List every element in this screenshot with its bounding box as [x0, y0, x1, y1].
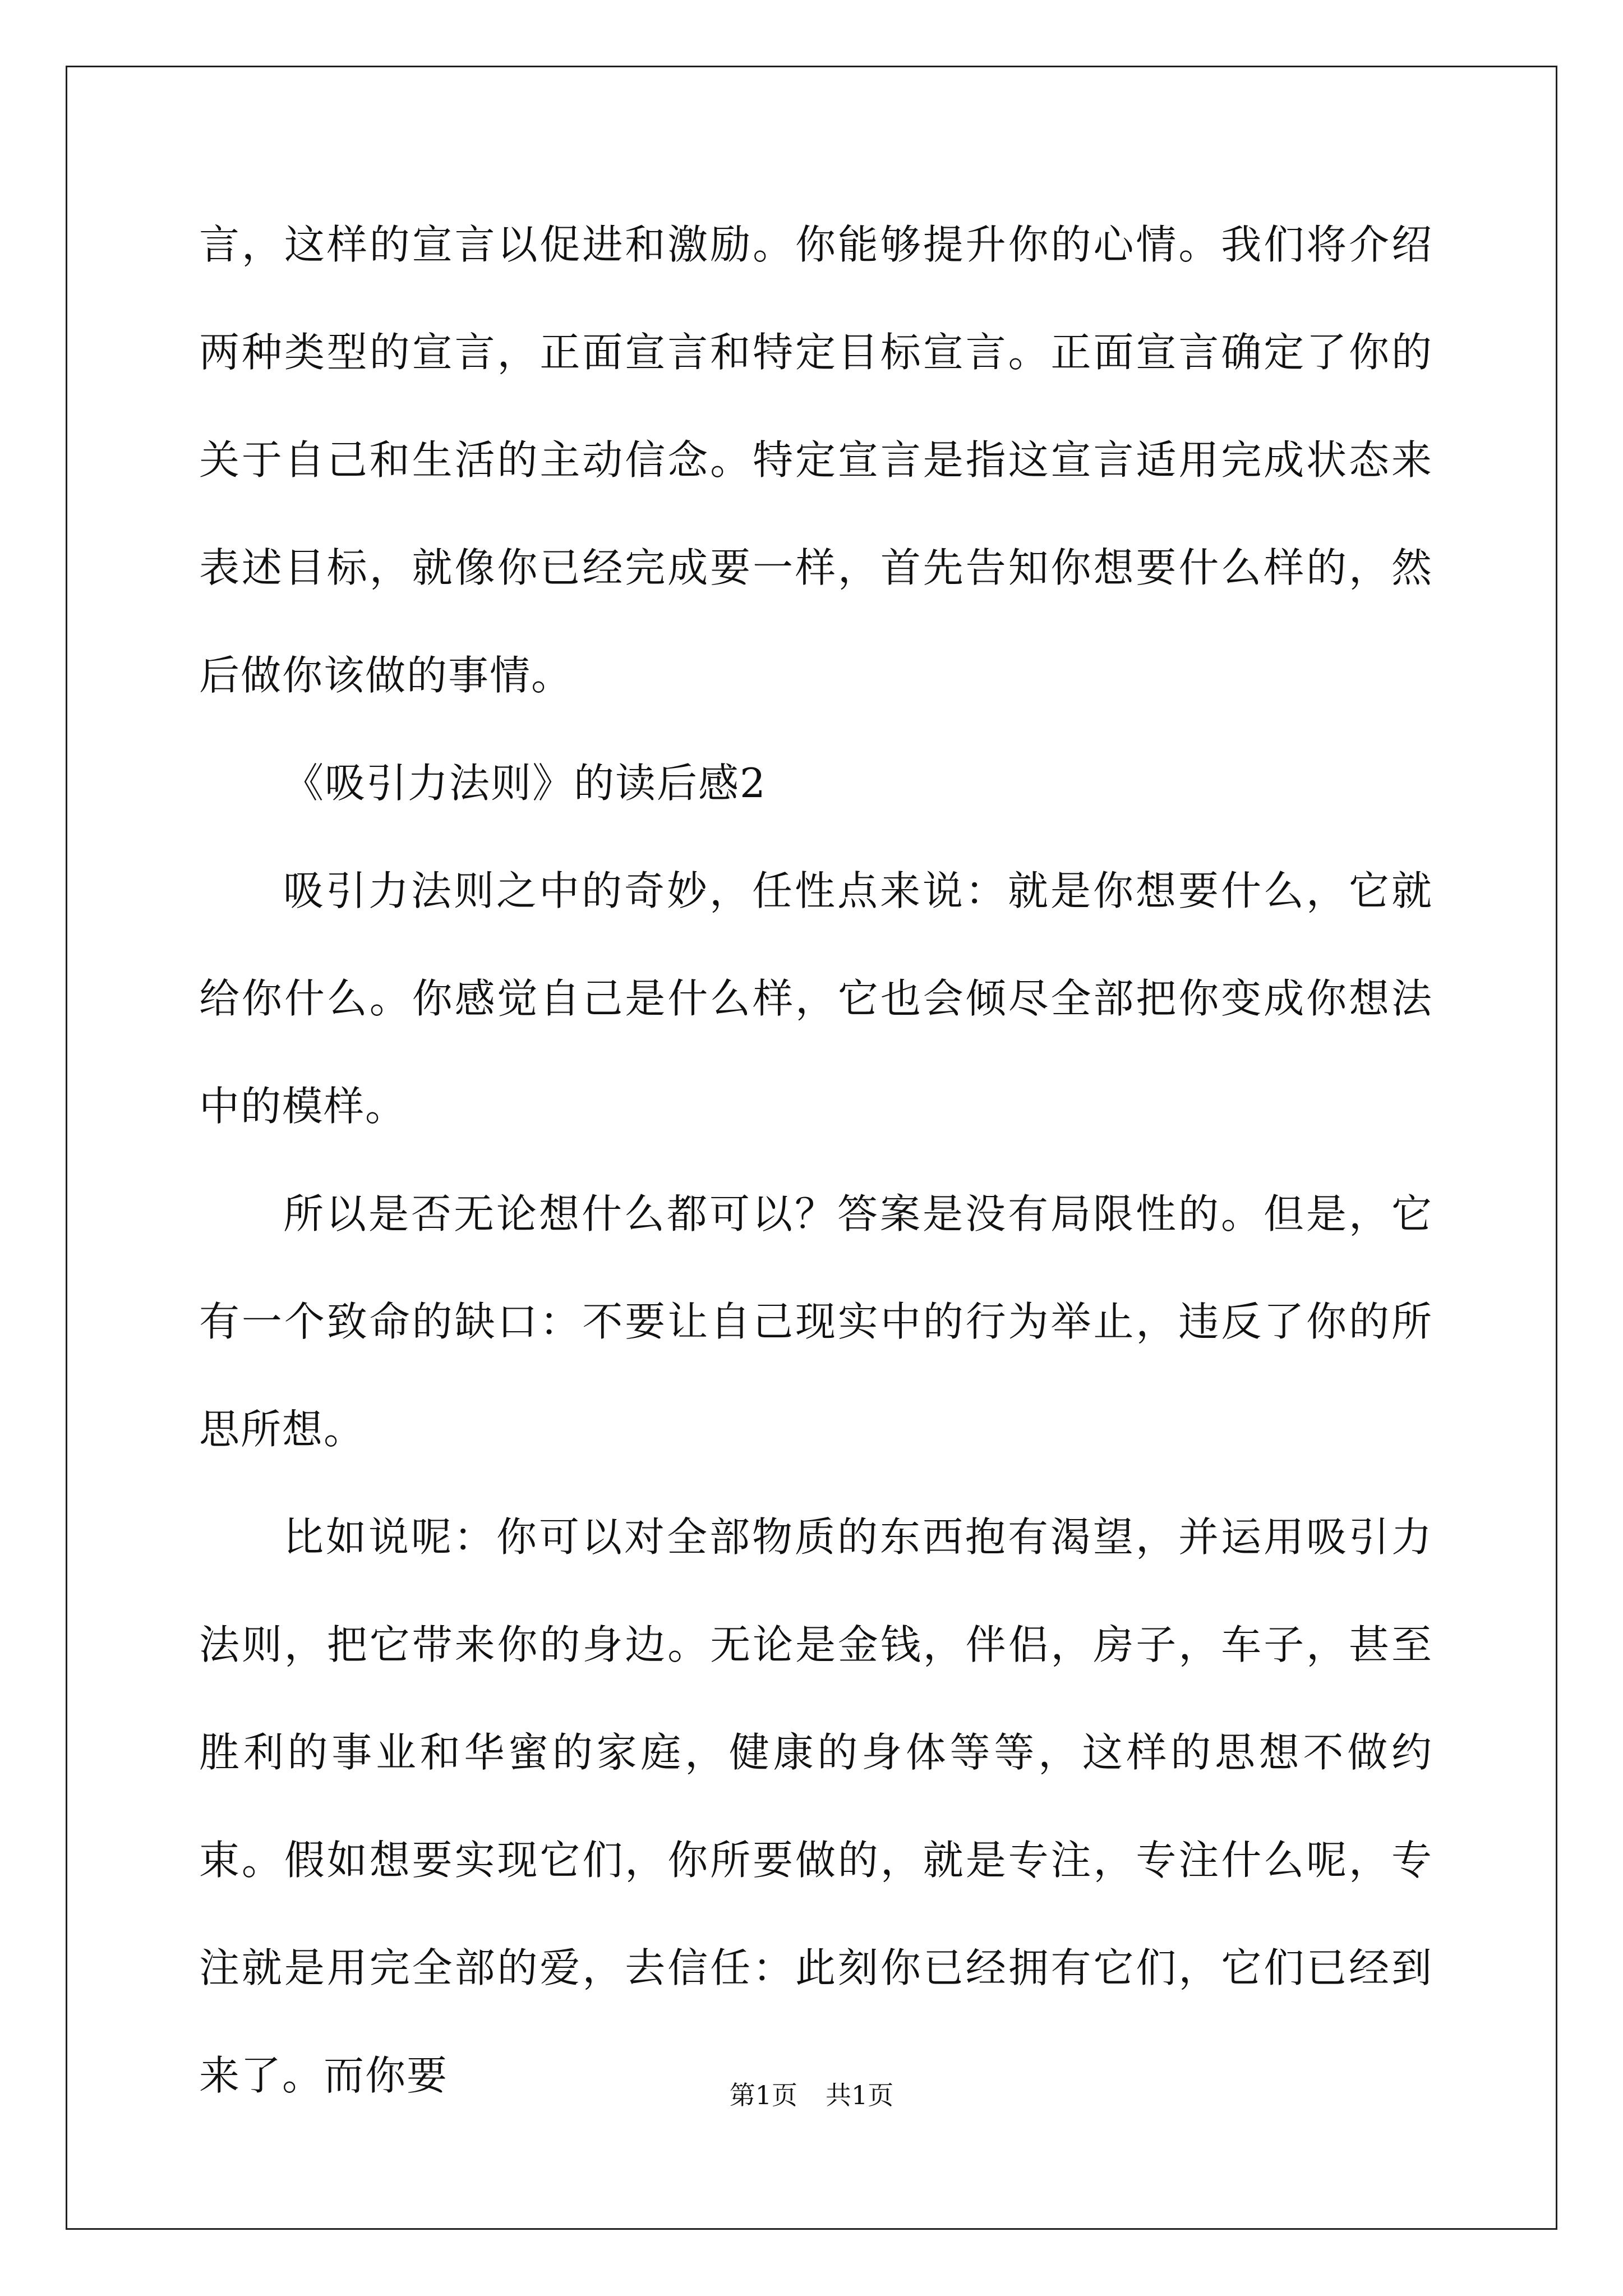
page-number: 第1页 — [729, 2080, 797, 2110]
page-footer — [0, 2078, 1623, 2112]
paragraph: 比如说呢：你可以对全部物质的东西抱有渴望，并运用吸引力法则，把它带来你的身边。无论是金钱，伴侣，房子，车子，甚至胜利的事业和华蜜的家庭，健康的身体等等，这样的思想不做约束。假如想要实现它们，你所要做的，就是专注，专注什么呢，专注就是用完全部的爱，去信任：此刻你已经拥有它们，它们已经到来了。而你要 — [199, 1513, 1433, 2099]
page-total: 共1页 — [826, 2080, 894, 2110]
paragraph: 吸引力法则之中的奇妙，任性点来说：就是你想要什么，它就给你什么。你感觉自己是什么样，它也会倾尽全部把你变成你想法中的模样。 — [199, 867, 1433, 1130]
section-heading: 《吸引力法则》的读后感2 — [283, 760, 767, 807]
document-body — [199, 191, 1433, 2129]
paragraph: 所以是否无论想什么都可以？答案是没有局限性的。但是，它有一个致命的缺口：不要让自己现实中的行为举止，违反了你的所思所想。 — [199, 1190, 1433, 1453]
paragraph-continued: 言，这样的宣言以促进和激励。你能够提升你的心情。我们将介绍两种类型的宣言，正面宣言和特定目标宣言。正面宣言确定了你的关于自己和生活的主动信念。特定宣言是指这宣言适用完成状态来表述目标，就像你已经完成要一样，首先告知你想要什么样的，然后做你该做的事情。 — [199, 221, 1433, 699]
